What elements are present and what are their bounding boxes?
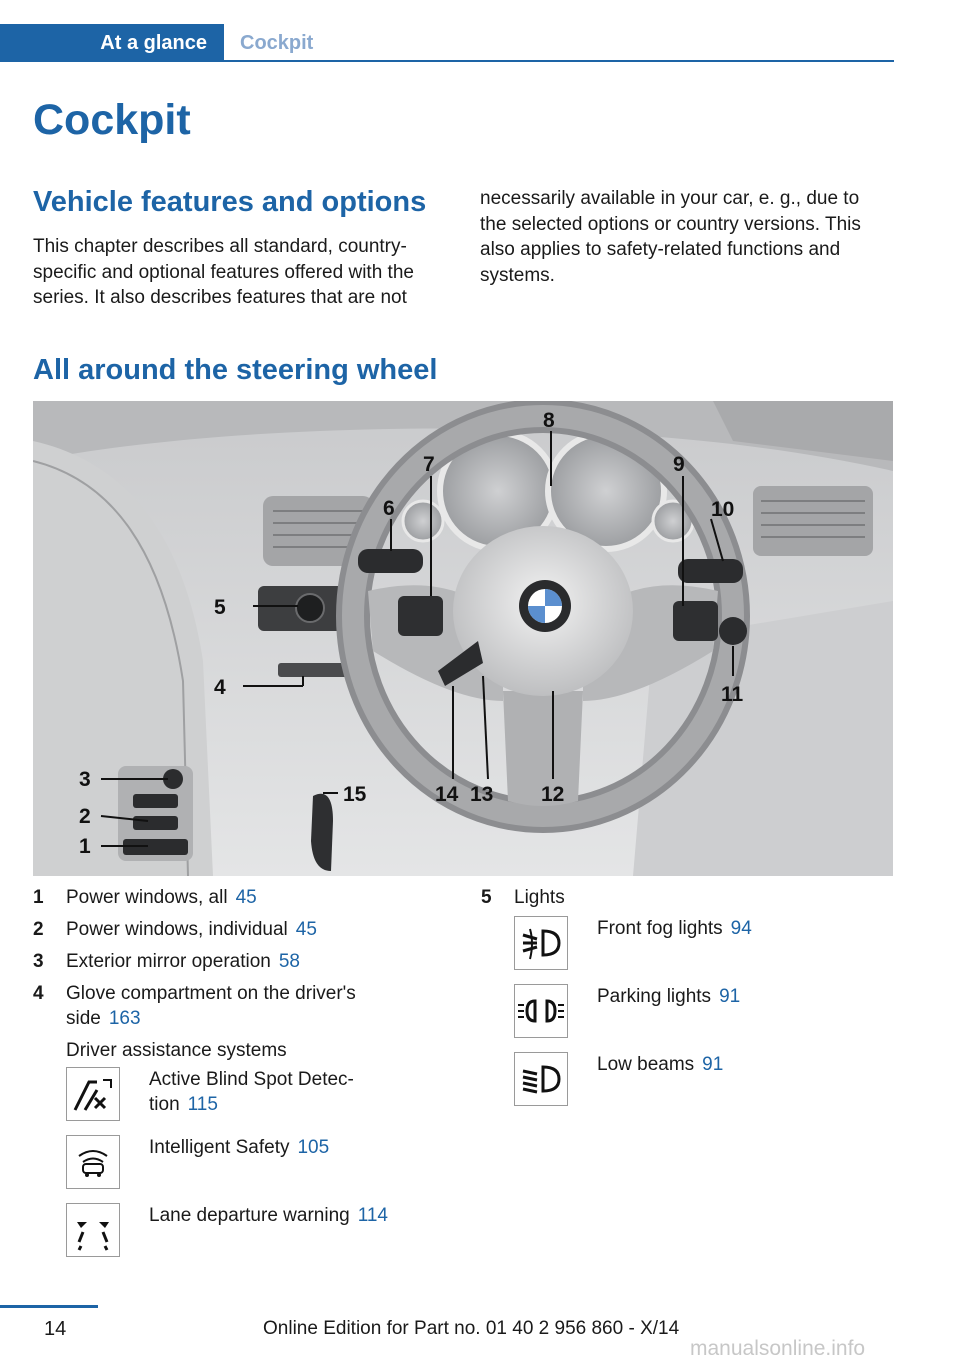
- front-fog-lights-icon: [514, 916, 568, 970]
- cockpit-illustration: [33, 401, 893, 876]
- page-ref-link[interactable]: 115: [187, 1094, 218, 1115]
- footer-edition: Online Edition for Part no. 01 40 2 956 860 - X/14: [263, 1318, 680, 1339]
- cockpit-drawing: [33, 401, 893, 876]
- driver-assistance-heading: Driver assistance systems: [66, 1040, 287, 1061]
- page-ref-link[interactable]: 58: [278, 951, 300, 972]
- symbol-label: Active Blind Spot Detec-: [149, 1069, 354, 1090]
- item-text: Glove compartment on the driver's: [66, 983, 356, 1004]
- callout-11: 11: [721, 683, 744, 706]
- list-item: [481, 885, 891, 910]
- page-ref-link[interactable]: 163: [108, 1008, 141, 1029]
- callout-3: 3: [79, 768, 91, 791]
- callout-12: 12: [541, 783, 565, 806]
- symbol-row-parking: [514, 980, 891, 1048]
- page-number: 14: [44, 1318, 67, 1340]
- item-number: 1: [33, 887, 44, 908]
- parking-lights-icon: [514, 984, 568, 1038]
- legend-left: [33, 885, 433, 1267]
- header-rule: [0, 60, 894, 62]
- page-ref-link[interactable]: 45: [295, 919, 317, 940]
- low-beams-icon: [514, 1052, 568, 1106]
- symbol-label-cont: tion: [149, 1094, 180, 1115]
- item-number: 4: [33, 983, 44, 1004]
- callout-15: 15: [343, 783, 367, 806]
- symbol-row-blind-spot: [66, 1063, 433, 1131]
- bmw-logo-icon: [519, 580, 571, 632]
- callout-4: 4: [214, 676, 226, 699]
- callout-9: 9: [673, 453, 685, 476]
- item-number: 2: [33, 919, 44, 940]
- symbol-row-intelligent-safety: [66, 1131, 433, 1199]
- symbol-label: Low beams: [597, 1054, 695, 1075]
- callout-7: 7: [423, 453, 435, 476]
- page-ref-link[interactable]: 91: [719, 986, 741, 1007]
- list-item: [33, 917, 433, 942]
- tab-cockpit[interactable]: Cockpit: [240, 31, 314, 54]
- callout-8: 8: [543, 409, 555, 432]
- footer-rule: [0, 1305, 98, 1308]
- item-text: Power windows, all: [66, 887, 228, 908]
- symbol-row-front-fog: [514, 912, 891, 980]
- section-title-features: Vehicle features and options: [33, 186, 427, 218]
- list-item: [33, 981, 433, 1031]
- intelligent-safety-icon: [66, 1135, 120, 1189]
- symbol-label: Parking lights: [597, 986, 712, 1007]
- intro-paragraph-col1: This chapter describes all standard, country-specific and optional features offered with the series. It also describes features that are not: [33, 236, 414, 308]
- item-text: Exterior mirror operation: [66, 951, 271, 972]
- intro-paragraph-col2: necessarily available in your car, e. g., due to the selected options or country versions. This also applies to safety-related functions and systems.: [480, 188, 861, 286]
- callout-2: 2: [79, 805, 91, 828]
- symbol-label: Front fog lights: [597, 918, 723, 939]
- watermark: manualsonline.info: [690, 1337, 866, 1360]
- callout-1: 1: [79, 835, 91, 858]
- item-text-cont: side: [66, 1008, 101, 1029]
- page-ref-link[interactable]: 45: [235, 887, 257, 908]
- callout-13: 13: [470, 783, 494, 806]
- list-item: [33, 885, 433, 910]
- symbol-label: Intelligent Safety: [149, 1137, 290, 1158]
- section-title-steering-wheel: All around the steering wheel: [33, 354, 438, 386]
- symbol-row-lane-departure: [66, 1199, 433, 1267]
- page-ref-link[interactable]: 114: [357, 1205, 388, 1226]
- item-text: Lights: [514, 887, 565, 908]
- callout-10: 10: [711, 498, 735, 521]
- item-text: Power windows, individual: [66, 919, 288, 940]
- callout-5: 5: [214, 596, 226, 619]
- lane-departure-icon: [66, 1203, 120, 1257]
- callout-14: 14: [435, 783, 459, 806]
- header-bar: [0, 24, 894, 62]
- callout-6: 6: [383, 497, 395, 520]
- blind-spot-icon: [66, 1067, 120, 1121]
- page-title: Cockpit: [33, 96, 191, 144]
- item-number: 5: [481, 887, 492, 908]
- page-ref-link[interactable]: 94: [730, 918, 752, 939]
- tab-at-a-glance[interactable]: At a glance: [0, 24, 224, 62]
- legend-right: [481, 885, 891, 1116]
- symbol-label: Lane departure warning: [149, 1205, 350, 1226]
- item-number: 3: [33, 951, 44, 972]
- symbol-row-low-beams: [514, 1048, 891, 1116]
- page-ref-link[interactable]: 91: [702, 1054, 724, 1075]
- list-item: [33, 949, 433, 974]
- page-ref-link[interactable]: 105: [297, 1137, 330, 1158]
